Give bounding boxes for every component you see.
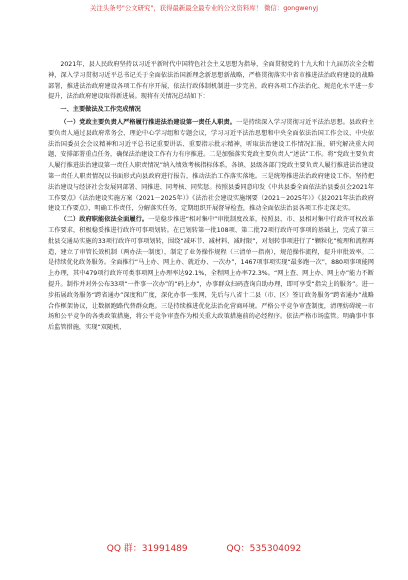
subsection-paragraph-1 [48, 118, 374, 215]
document-body [48, 60, 374, 334]
intro-paragraph: 2021年，县人民政府坚持以习近平新时代中国特色社会主义思想为指导，全面贯彻党的十九大和十九届历次全会精神，深入学习贯彻习近平总书记关于全面依法治国新理念新思想新战略，严格贯彻落实中省市推进法治政府建设的战略部署，推进法治政府建设各项工作有序开展，依法行政体制机制进一步完善，政府各项工作法治化、规范化水平进一步提升，法治政府建设取得新进展。现将有关情况总结如下： [48, 61, 374, 101]
subsection-paragraph-2 [48, 215, 374, 334]
footer-contact [0, 541, 408, 554]
promo-banner-text: 关注头条号"公文研究"，获得最新最全最专业的公文资料库！ 微信：gongwenyj [89, 4, 319, 12]
footer-qq-group: QQ 群：31991489 [106, 544, 188, 554]
subsection-heading-2: （二）政府职能依法全面履行。 [60, 216, 149, 224]
subsection-text-1: 一是持续深入学习贯彻习近平法治思想。县政府主要负责人通过县政府常务会、理论中心学习组和专题会议，学习习近平法治思想和中央全面依法治国工作会议、中央依法治国委员会会议精神和习近平总书记重要讲话、重要指示批示精神，听取法治建设工作情况汇报，研究解决重大问题，安排部署重点任务，确保法治建设工作有力有序推进。二是加强落实党政主要负责人“述法”工作。将“党政主要负责人履行推进法治建设第一责任人职责情况”纳入绩效考核指标体系，各镇、县级各部门党政主要负责人履行推进法治建设第一责任人职责情况以书面形式向县政府进行报告，推动法治工作落实落地。三是统筹推进法治政府建设工作。坚持把法治建设与经济社会发展同部署、同推进、同考核、同奖惩。按照县委同意印发《中共县委全面依法治县委员会2021年工作要点》《法治建设实施方案（2021－2025年）》《法治社会建设实施纲要（2021－2025年）》《县2021年法治政府建设工作要点》，明确工作责任，分解落实任务，定期组织开展督导检查，推动全面依法治县各项工作走深走实。 [48, 118, 375, 213]
subsection-text-2: 一是稳步推进“相对集中”审批制度改革，按照县、市、县相对集中行政许可权改革工作要求，积极稳妥推进行政许可事项划转。在已划转第一批108项、第二批72项行政许可事项的基础上，完成了第三批县交通局实施的33项行政许可事项划转，围绕“减环节、减材料、减时限”，对划转事项进行了“颗粒化”梳理和流程再造，建立了审管长效机制（两办法一制度），制定了业务操作规程（三清单一指南），规范操作流程，提升审批效率。二是持续优化政务服务。全面推行“马上办、网上办、就近办、一次办”，1467项事项实现“最多跑一次”，880项事项能网上办理，其中479项行政许可类事项网上办理率达92.1%，全程网上办率72.3%。“网上查、网上办、网上办”能力不断提升。制作并对外公布33项“一件事一次办”的“码上办”，办事群众扫码查询自助办理，即可享受“指尖上的服务”。进一步拓展政务服务“跨省通办”深度和广度，深化办事一张网，先后与八省十二县（市、区）签订政务服务“跨省通办”战略合作框架协议，让数据跑路代替群众跑。三是持续推进优化法治化营商环境。严格公平竞争审查制度，清理妨碍统一市场和公平竞争的各类政策措施，将公平竞争审查作为相关重大政策措施前的必经程序。依法严格市场监管。明确事中事后监管措施，实现“双随机、 [48, 216, 374, 332]
subsection-heading-1: （一）党政主要负责人严格履行推进法治建设第一责任人职责。 [60, 118, 237, 126]
footer-qq: QQ：535304092 [226, 544, 302, 554]
section-heading: 一、主要做法及工作完成情况 [60, 106, 141, 114]
promo-banner [0, 4, 408, 13]
